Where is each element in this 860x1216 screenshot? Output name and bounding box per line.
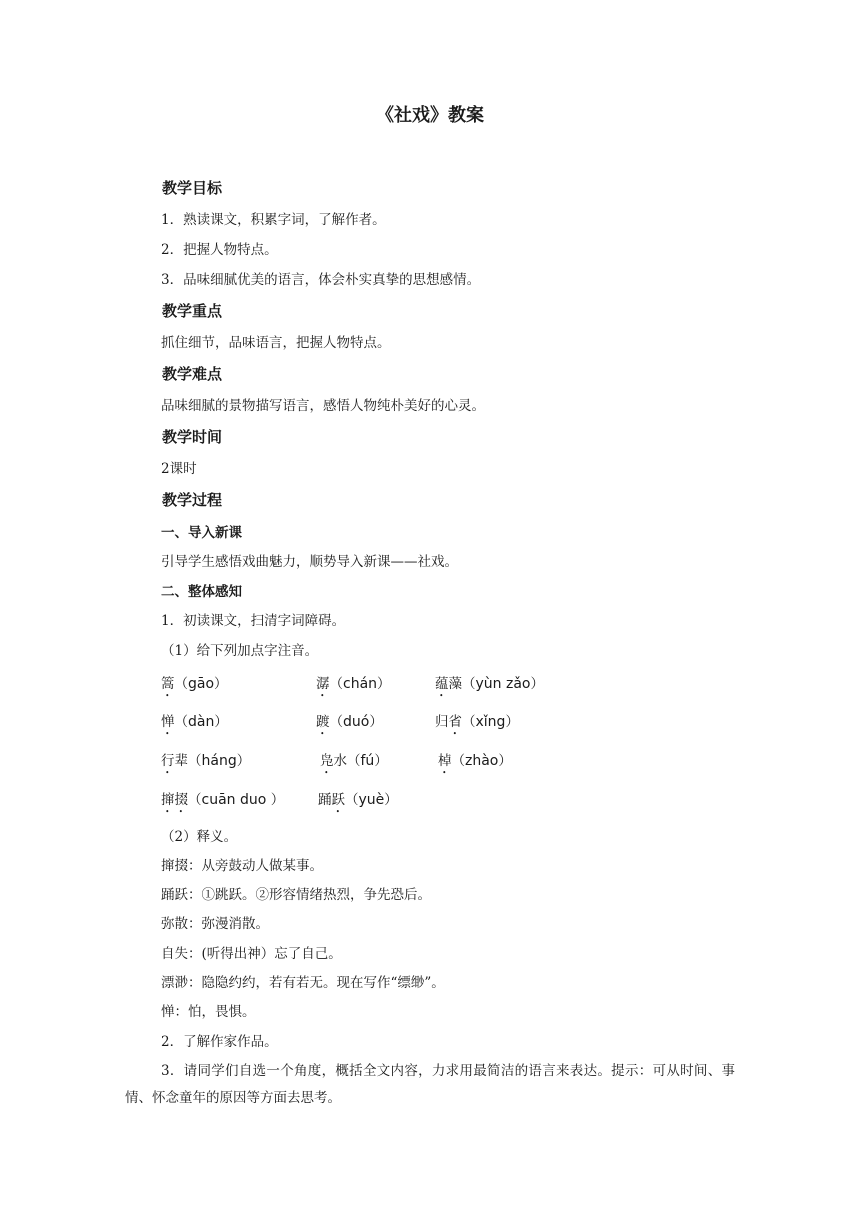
overview-item-3: 3．请同学们自选一个角度，概括全文内容，力求用最简洁的语言来表达。提示：可从时间、事情、怀念童年的原因等方面去思考。	[125, 1063, 735, 1106]
section-import-heading: 一、导入新课	[161, 525, 242, 541]
difficulties-heading: 教学难点	[162, 365, 223, 383]
section-overview-heading: 二、整体感知	[161, 584, 242, 600]
pinyin-entry: 惮（dàn）	[161, 714, 228, 730]
definition-item: 踊跃：①跳跃。②形容情绪热烈，争先恐后。	[161, 887, 431, 903]
pinyin-entry: 撺掇（cuān duo ）	[161, 792, 285, 808]
objective-item-1: 1．熟读课文，积累字词，了解作者。	[161, 212, 386, 228]
definition-item: 自失：(听得出神）忘了自己。	[161, 946, 342, 962]
key-points-text: 抓住细节，品味语言，把握人物特点。	[161, 335, 391, 351]
definition-instruction: （2）释义。	[161, 829, 238, 845]
pinyin-entry: 行辈（háng）	[161, 753, 251, 769]
pinyin-row	[161, 751, 761, 771]
objectives-heading: 教学目标	[162, 179, 223, 197]
objective-item-2: 2．把握人物特点。	[161, 242, 278, 258]
pinyin-entry: 潺（chán）	[316, 676, 391, 692]
pinyin-entry: 踱（duó）	[316, 714, 383, 730]
pinyin-row	[161, 674, 761, 694]
section-import-text: 引导学生感悟戏曲魅力，顺势导入新课——社戏。	[161, 554, 458, 570]
key-points-heading: 教学重点	[162, 302, 223, 320]
objective-item-3: 3．品味细腻优美的语言，体会朴实真挚的思想感情。	[161, 272, 481, 288]
definition-item: 撺掇：从旁鼓动人做某事。	[161, 858, 323, 874]
pinyin-entry: 棹（zhào）	[438, 753, 512, 769]
pinyin-entry: 踊跃（yuè）	[318, 792, 398, 808]
difficulties-text: 品味细腻的景物描写语言，感悟人物纯朴美好的心灵。	[161, 398, 485, 414]
pinyin-entry: 篙（gāo）	[161, 676, 228, 692]
pinyin-entry: 蕴藻（yùn zǎo）	[435, 676, 544, 692]
overview-item-1: 1．初读课文，扫清字词障碍。	[161, 613, 346, 629]
pinyin-instruction: （1）给下列加点字注音。	[161, 643, 319, 659]
overview-item-2: 2．了解作家作品。	[161, 1034, 278, 1050]
definition-item: 惮：怕，畏惧。	[161, 1004, 256, 1020]
definition-item: 弥散：弥漫消散。	[161, 916, 269, 932]
pinyin-entry: 凫水（fú）	[320, 753, 388, 769]
document-title: 《社戏》教案	[376, 105, 484, 126]
time-heading: 教学时间	[162, 428, 223, 446]
pinyin-row	[161, 790, 761, 810]
pinyin-entry: 归省（xǐng）	[435, 714, 519, 730]
pinyin-row	[161, 712, 761, 732]
time-text: 2课时	[161, 461, 197, 477]
process-heading: 教学过程	[162, 491, 223, 509]
definition-item: 漂渺：隐隐约约，若有若无。现在写作“缥缈”。	[161, 975, 445, 991]
